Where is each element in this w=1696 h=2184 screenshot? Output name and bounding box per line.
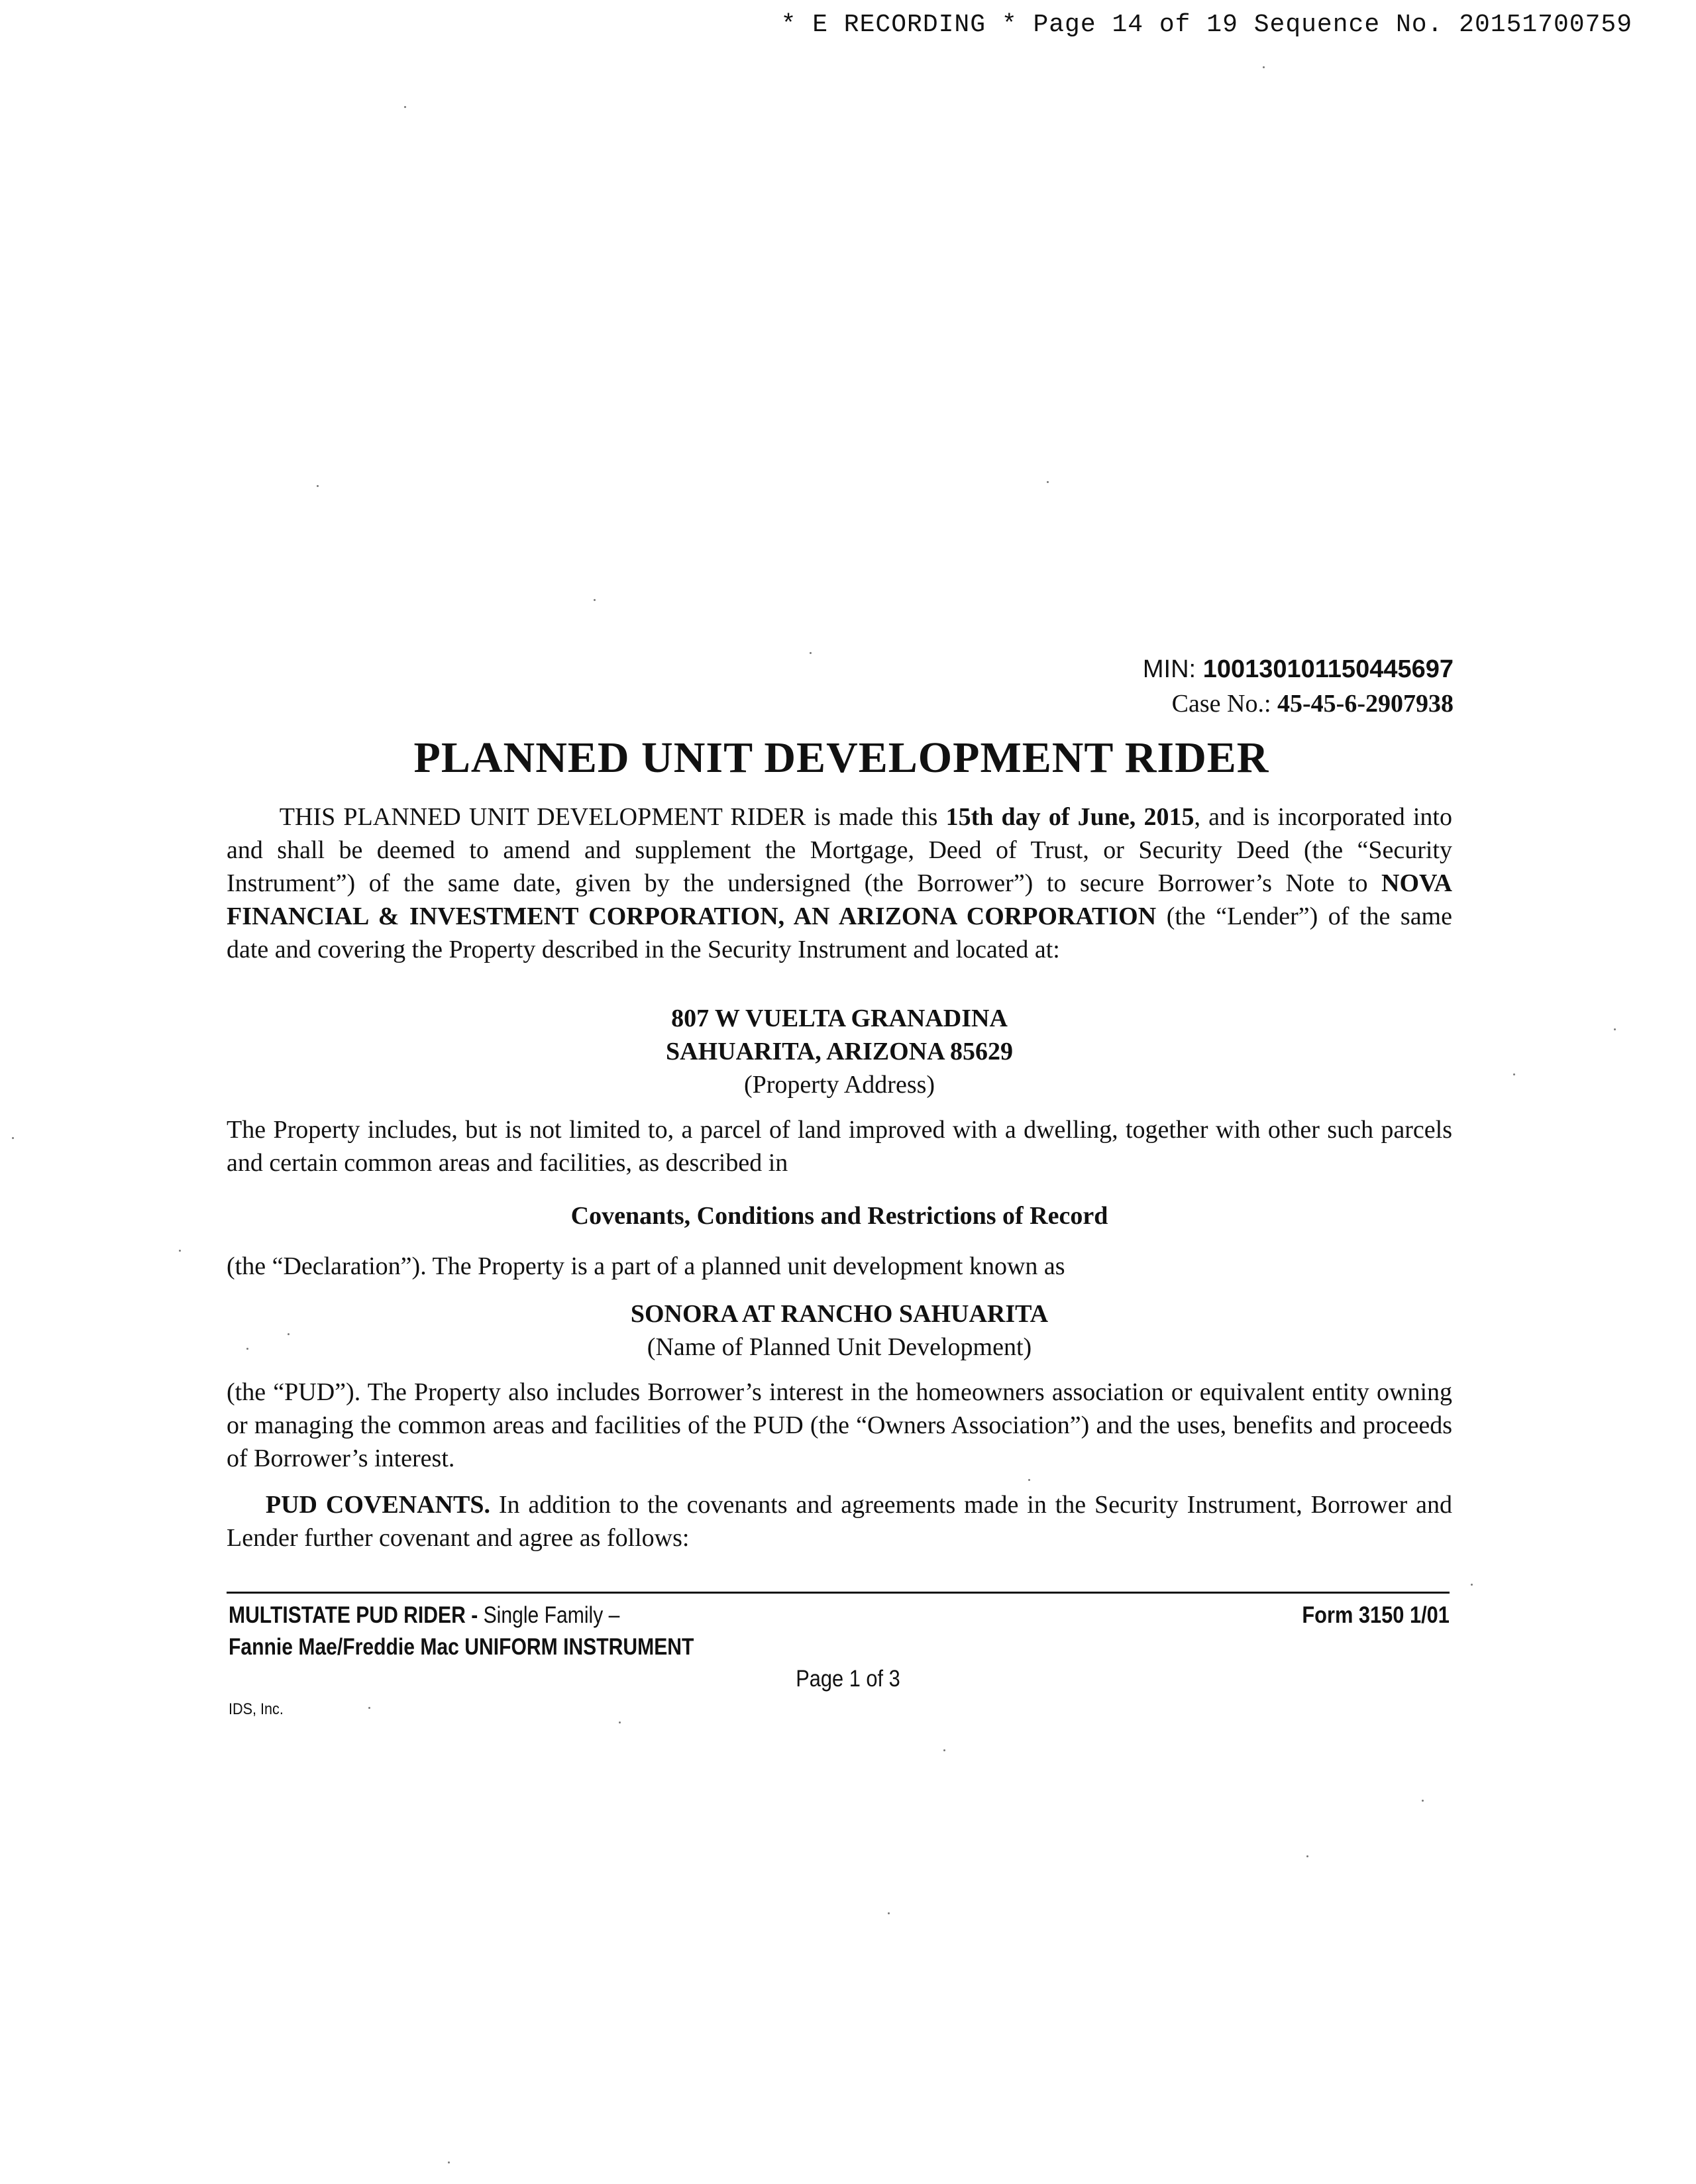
recording-stamp: * E RECORDING * Page 14 of 19 Sequence No. 20151700759 bbox=[780, 11, 1632, 39]
form-subtitle: Fannie Mae/Freddie Mac UNIFORM INSTRUMENT bbox=[229, 1634, 694, 1660]
scan-speck bbox=[810, 652, 812, 654]
scan-speck bbox=[317, 485, 319, 487]
scan-speck bbox=[1471, 1584, 1473, 1586]
scan-speck bbox=[12, 1137, 14, 1139]
scan-speck bbox=[1028, 1479, 1030, 1481]
scan-speck bbox=[1614, 1028, 1616, 1030]
min-value: 100130101150445697 bbox=[1202, 655, 1454, 683]
document-title: PLANNED UNIT DEVELOPMENT RIDER bbox=[413, 734, 1269, 782]
property-address bbox=[227, 1002, 1452, 1101]
intro-text-1: THIS PLANNED UNIT DEVELOPMENT RIDER is made this bbox=[279, 803, 946, 831]
case-value: 45-45-6-2907938 bbox=[1277, 690, 1454, 718]
form-title bbox=[229, 1600, 694, 1663]
lender-name: NOVA FINANCIAL & INVESTMENT CORPORATION, AN ARIZONA CORPORATION bbox=[227, 869, 1452, 930]
vendor-label: IDS, Inc. bbox=[229, 1700, 284, 1718]
covenants-text: In addition to the covenants and agreements made in the Security Instrument, Borrower and Lender further covenant and agree as follows: bbox=[227, 1491, 1452, 1552]
min-label: MIN: bbox=[1142, 655, 1196, 683]
scan-speck bbox=[368, 1707, 370, 1709]
covenants-paragraph bbox=[227, 1488, 1452, 1555]
property-includes-paragraph: The Property includes, but is not limited to, a parcel of land improved with a dwelling, together with other such parcels and certain common areas and facilities, as described in bbox=[227, 1116, 1452, 1177]
intro-text-3: (the “Lender”) of the same date and covering the Property described in the Security Instrument and located at: bbox=[227, 902, 1452, 963]
form-title-bold: MULTISTATE PUD RIDER - bbox=[229, 1602, 484, 1628]
address-line-2: SAHUARITA, ARIZONA 85629 bbox=[666, 1038, 1013, 1065]
scan-speck bbox=[1306, 1855, 1308, 1857]
case-label: Case No.: bbox=[1171, 690, 1271, 718]
scan-speck bbox=[943, 1749, 945, 1751]
intro-text-2: , and is incorporated into and shall be deemed to amend and supplement the Mortgage, Deed of Trust, or Security Deed (the “Security Instrument”) of the same date, given by the undersigned (the Borrower”) to secure Borrower’s Note to bbox=[227, 803, 1452, 897]
rider-date: 15th day of June, 2015 bbox=[945, 803, 1194, 831]
form-number: Form 3150 1/01 bbox=[1302, 1602, 1450, 1628]
scan-speck bbox=[404, 106, 406, 108]
case-number bbox=[1143, 686, 1454, 721]
page-number: Page 1 of 3 bbox=[796, 1666, 900, 1692]
form-title-rest: Single Family – bbox=[483, 1602, 620, 1628]
address-caption: (Property Address) bbox=[743, 1071, 935, 1099]
pud-name-block bbox=[227, 1297, 1452, 1364]
scan-speck bbox=[448, 2161, 450, 2163]
pud-interest-paragraph: (the “PUD”). The Property also includes Borrower’s interest in the homeowners association or equivalent entity owning or managing the common areas and facilities of the PUD (the “Owners Association”) and the uses, benefits and proceeds of Borrower’s interest. bbox=[227, 1378, 1452, 1472]
min-number bbox=[1143, 652, 1454, 686]
scan-speck bbox=[1422, 1800, 1424, 1802]
covenants-heading: PUD COVENANTS. bbox=[265, 1491, 490, 1519]
loan-identifiers bbox=[1143, 652, 1454, 721]
intro-paragraph bbox=[227, 800, 1452, 966]
declaration-paragraph: (the “Declaration”). The Property is a part of a planned unit development known as bbox=[227, 1252, 1065, 1280]
footer-divider bbox=[227, 1592, 1450, 1594]
pud-name: SONORA AT RANCHO SAHUARITA bbox=[630, 1300, 1049, 1328]
scan-speck bbox=[594, 599, 596, 601]
scan-speck bbox=[1513, 1073, 1515, 1075]
scan-speck bbox=[1263, 66, 1265, 68]
scan-speck bbox=[888, 1912, 890, 1914]
address-line-1: 807 W VUELTA GRANADINA bbox=[671, 1005, 1008, 1032]
scan-speck bbox=[179, 1250, 181, 1252]
pud-caption: (Name of Planned Unit Development) bbox=[647, 1333, 1032, 1361]
declaration-source: Covenants, Conditions and Restrictions of Record bbox=[570, 1202, 1108, 1230]
scan-speck bbox=[619, 1721, 621, 1723]
scan-speck bbox=[1047, 481, 1049, 483]
